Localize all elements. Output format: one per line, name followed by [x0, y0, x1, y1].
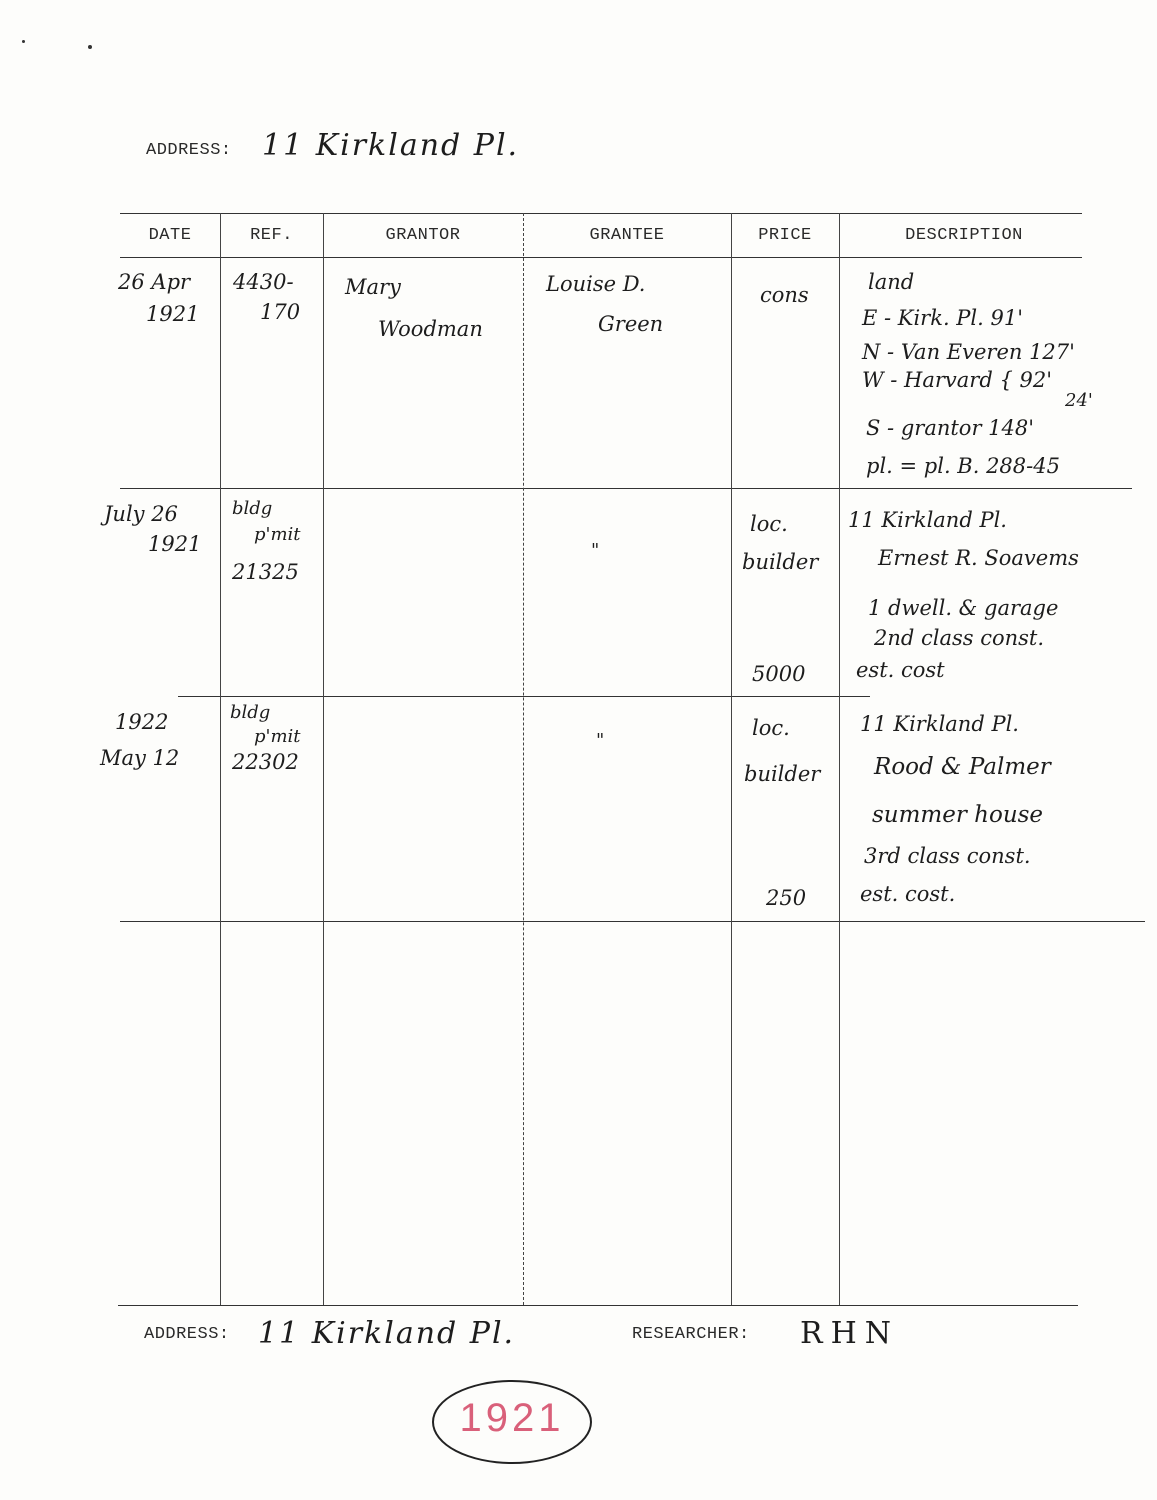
row1-ref-line2: 170 — [260, 300, 301, 324]
row-divider-2 — [178, 696, 870, 697]
row3-ref-line1: bldg — [230, 702, 271, 723]
col-divider-grantor-grantee — [523, 213, 524, 1305]
row3-ref-line2: p'mit — [254, 726, 301, 747]
row1-desc-line1: land — [868, 270, 915, 294]
row3-desc-line1: 11 Kirkland Pl. — [860, 712, 1019, 736]
row1-grantor-line1: Mary — [345, 275, 401, 299]
row1-desc-line7: pl. = pl. B. 288-45 — [866, 454, 1060, 478]
row2-price-line1: loc. — [750, 512, 788, 536]
row2-date-line2: 1921 — [148, 532, 202, 556]
row2-price-line2: builder — [742, 550, 819, 574]
row3-desc-line4: 3rd class const. — [864, 844, 1031, 868]
row1-price: cons — [760, 283, 809, 307]
row-divider-1 — [120, 488, 1132, 489]
footer-address-value: 11 Kirkland Pl. — [258, 1316, 516, 1351]
row3-price-line1: loc. — [752, 716, 790, 740]
row3-ref-line3: 22302 — [232, 750, 299, 774]
row2-ref-line2: p'mit — [254, 524, 301, 545]
col-header-ref: REF. — [250, 226, 293, 245]
col-divider-price-description — [839, 213, 840, 1305]
table-bottom-rule — [118, 1305, 1078, 1306]
col-header-description: DESCRIPTION — [905, 226, 1023, 245]
row2-ref-line1: bldg — [232, 498, 273, 519]
footer-address-label: ADDRESS: — [144, 1325, 230, 1344]
col-header-grantor: GRANTOR — [385, 226, 461, 245]
row1-desc-line2: E - Kirk. Pl. 91' — [862, 306, 1023, 330]
row1-date-line1: 26 Apr — [118, 270, 191, 294]
scan-speck — [22, 40, 25, 43]
row3-grantee: " — [596, 730, 605, 751]
row1-ref-line1: 4430- — [233, 270, 294, 294]
row3-desc-line3: summer house — [872, 802, 1044, 828]
col-header-price: PRICE — [758, 226, 812, 245]
header-address-label: ADDRESS: — [146, 141, 232, 160]
col-divider-ref-grantor — [323, 213, 324, 1305]
researcher-label: RESEARCHER: — [632, 1325, 750, 1344]
row3-price-amount: 250 — [766, 886, 807, 910]
row1-grantee-line2: Green — [598, 312, 664, 336]
header-address-value: 11 Kirkland Pl. — [262, 128, 520, 163]
table-header-rule — [120, 257, 1082, 258]
year-stamp-text: 1921 — [459, 1396, 565, 1440]
row2-date-line1: July 26 — [104, 502, 178, 526]
scan-speck — [88, 45, 92, 49]
row1-grantor-line2: Woodman — [378, 317, 483, 341]
row2-desc-line2: Ernest R. Soavems — [878, 546, 1079, 570]
col-header-grantee: GRANTEE — [589, 226, 665, 245]
row2-price-amount: 5000 — [752, 662, 806, 686]
row3-desc-line5: est. cost. — [860, 882, 956, 906]
col-header-date: DATE — [148, 226, 192, 245]
row2-ref-line3: 21325 — [232, 560, 299, 584]
row1-desc-line5: 24' — [1065, 390, 1093, 411]
researcher-value: RHN — [800, 1316, 899, 1351]
row2-grantee: " — [591, 540, 600, 561]
row1-desc-line4: W - Harvard { 92' — [862, 368, 1052, 392]
row3-price-line2: builder — [744, 762, 821, 786]
row2-desc-line4: 2nd class const. — [874, 626, 1045, 650]
row3-desc-line2: Rood & Palmer — [874, 754, 1051, 780]
row1-grantee-line1: Louise D. — [546, 272, 646, 296]
row1-desc-line6: S - grantor 148' — [866, 416, 1035, 440]
row1-desc-line3: N - Van Everen 127' — [862, 340, 1075, 364]
row3-date-line1: 1922 — [115, 710, 169, 734]
col-divider-date-ref — [220, 213, 221, 1305]
row2-desc-line5: est. cost — [856, 658, 945, 682]
col-divider-grantee-price — [731, 213, 732, 1305]
table-top-rule — [120, 213, 1082, 214]
year-stamp — [432, 1380, 592, 1464]
row2-desc-line1: 11 Kirkland Pl. — [848, 508, 1007, 532]
row-divider-3 — [120, 921, 1145, 922]
row2-desc-line3: 1 dwell. & garage — [868, 596, 1059, 620]
row1-date-line2: 1921 — [146, 302, 200, 326]
row3-date-line2: May 12 — [100, 746, 180, 770]
